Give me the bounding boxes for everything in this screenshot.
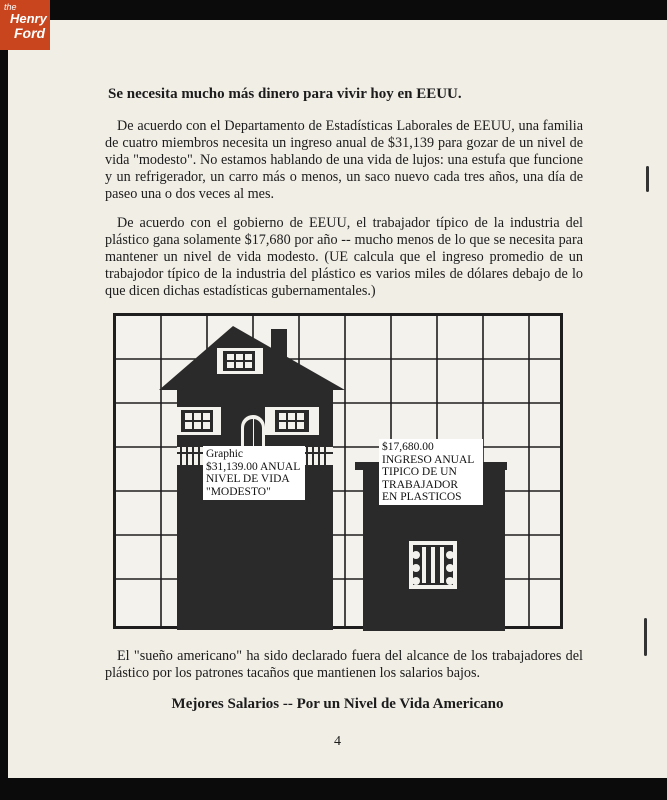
house-comparison-graphic [113,313,563,640]
slogan: Mejores Salarios -- Por un Nivel de Vida Americano [171,696,504,712]
worker-income-label: $17,680.00 INGRESO ANUAL TIPICO DE UN TRABAJADOR EN PLASTICOS [379,439,483,505]
graphic-artwork [113,313,563,635]
henry-ford-logo: the Henry Ford [0,0,50,50]
modest-living-label: Graphic $31,139.00 ANUAL NIVEL DE VIDA "MODESTO" [203,446,305,500]
staple-top [646,166,649,192]
paragraph-income-needed: De acuerdo con el Departamento de Estadísticas Laborales de EEUU, una familia de cuatro miembros necesita un ingreso anual de $31,139 para gozar de un nivel de vida "modesto". No estamos hablando de una vida de lujos: una estufa que funcione y un refrigerador, un carro más o menos, un saco nuevo cada tres años, una día de paseo una o dos veces al mes. [105,118,583,202]
paragraph-plastics-wage: De acuerdo con el gobierno de EEUU, el trabajador típico de la industria del plástico gana solamente $17,680 por año -- mucho menos de lo que se necesita para mantener un nivel de vida modesto. (UE calcula que el ingreso promedio de un trabajodor típico de la industria del plástico es varios miles de dólares debajo de lo que dicen dichas estadísticas gubernamentales.) [105,215,583,299]
paragraph-american-dream: El "sueño americano" ha sido declarado fuera del alcance de los trabajadores del plástico por los patrones tacaños que mantienen los salarios bajos. [105,648,583,681]
page-heading: Se necesita mucho más dinero para vivir hoy en EEUU. [108,86,462,102]
staple-bottom [644,618,647,656]
page-number: 4 [334,734,341,749]
document-page [8,20,667,778]
